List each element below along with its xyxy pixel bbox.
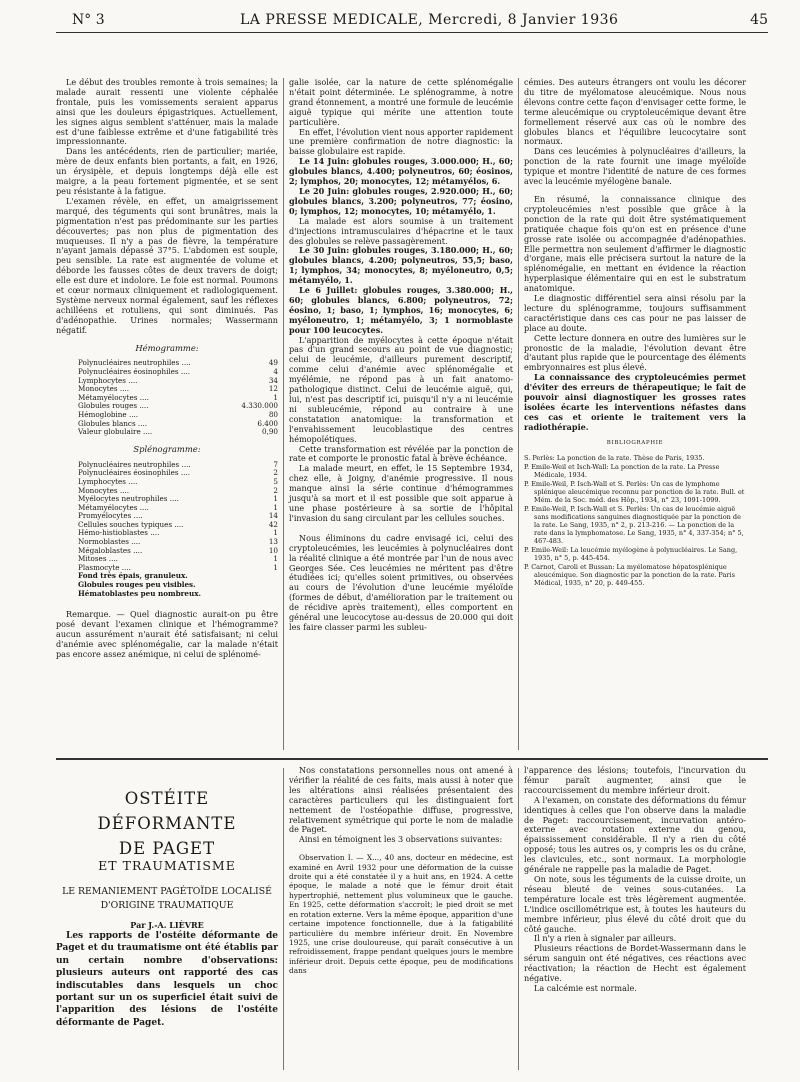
paragraph: Il n'y a rien à signaler par ailleurs.	[534, 933, 677, 944]
table-row: Valeur globulaire .... 0,90	[78, 427, 278, 437]
paragraph: Dans les antécédents, rien de particulier; mariée, mère de deux enfants bien portants, a fait, en 1926, un érysipèle, et depuis longtemps déjà elle est maigre, a la peau fortement pigmentée, et se sent peu résistante à la fatigue.	[56, 146, 278, 196]
paragraph: Les rapports de l'ostéite déformante de Paget et du traumatisme ont été établis par un certain nombre d'observations: plusieurs auteurs ont rapporté des cas indiscutables dans lesquels un choc portant sur un os superficiel était suivi de l'apparition des lésions de l'ostéite déformante de Paget.	[56, 931, 278, 1028]
article2-column-3	[524, 766, 746, 994]
paragraph: Le début des troubles remonte à trois semaines; la malade aurait ressenti une violente céphalée frontale, puis les vomissements seraient apparus ainsi que les douleurs épigastriques. Actuellement, les signes aigus semblent s'atténuer, mais la malade est d'une faiblesse extrême et d'une fatigabilité très impressionnante.	[56, 77, 278, 147]
bibliography-entry: S. Perlès: La ponction de la rate. Thèse de Paris, 1935.	[524, 453, 705, 462]
table-note: Fond très épais, granuleux.	[78, 571, 188, 581]
paragraph: Remarque. — Quel diagnostic aurait-on pu être posé devant l'examen clinique et l'hémogramme? aucun assurément n'aurait été satisfaisant; ni celui d'anémie avec splénomégalie, car la malade n'était pas encore assez anémique, ni celui de splénomé-	[56, 609, 278, 659]
bibliography-entry: P. Emile-Weil: La leucémie myélogène à polynucléaires. Le Sang, 1935, n° 5, p. 445-454.	[524, 545, 738, 562]
paragraph: A l'examen, on constate des déformations du fémur identiques à celles que l'on observe dans la maladie de Paget: raccourcissement, incurvation antéro-externe avec rotation externe du genou, épaississement considérable. Il n'y a rien du côté opposé; tous les autres os, y compris les os du crâne, les clavicules, etc., sont normaux. La morphologie générale ne rappelle pas la maladie de Paget.	[524, 794, 746, 875]
table-note: Globules rouges peu visibles.	[78, 580, 196, 590]
bibliography-entry: P. Emile-Weil, P. Isch-Wall et S. Perlès: Un cas de leucémie aiguë sans modifications sanguines diagnostiquée par la ponction de la rate. Le Sang, 1935, n° 2, p. 213-216. — La ponction de la rate dans la lymphomatose. Le Sang, 1935, n° 4, 337-354; n° 5, 467-483.	[524, 504, 744, 545]
paragraph: Le 14 Juin: globules rouges, 3.000.000; H., 60; globules blancs, 4.400; polyneutros, 60; éosinos, 2; lymphos, 20; monocytes, 12; métamyélos, 6.	[289, 156, 513, 187]
table-row: Globules rouges .... 4.330.000	[78, 401, 278, 411]
bibliography-entry: P. Emile-Weil et Isch-Wall: La ponction de la rate. La Presse Médicale, 1934.	[524, 462, 720, 479]
table-row: Plasmocyte .... 1	[78, 562, 278, 572]
table-note: Hématoblastes peu nombreux.	[78, 588, 201, 598]
paragraph: Nos constatations personnelles nous ont amené à vérifier la réalité de ces faits, mais aussi à noter que les altérations ainsi réalisées présentaient des caractères particuliers qui les distinguaient fort nettement de l'ostéopathie diffuse, progressive, relativement symétrique qui porte le nom de maladie de Paget.	[289, 765, 513, 835]
paragraph: Observation I. — X..., 40 ans, docteur en médecine, est examiné en Avril 1932 pour une déformation de la cuisse droite qui a été constatée il y a huit ans, en 1924. A cette époque, le malade a noté que le fémur droit était hypertrophié, nettement plus volumineux que le gauche. En 1925, cette déformation s'accroît; le pied droit se met en rotation externe. Vers la même époque, apparition d'une certaine impotence fonctionnelle, due à la fatigabilité particulière du membre inférieur droit. En Novembre 1925, une crise douloureuse, qui paraît consécutive à un refroidissement, frappe pendant quelques jours le membre inférieur droit. Depuis cette époque, peu de modifications dans	[289, 853, 513, 976]
article1-column-1	[56, 78, 278, 660]
paragraph: Cette lecture donnera en outre des lumières sur le pronostic de la maladie, l'évolution devant être d'autant plus rapide que le pourcentage des éléments embryonnaires est plus élevé.	[524, 332, 746, 373]
table-row: Monocytes .... 12	[78, 384, 278, 394]
paragraph: Le 20 Juin: globules rouges, 2.920.000; H., 60; globules blancs, 3.200; polyneutros, 77; éosino, 0; lymphos, 12; monocytes, 10; métamyélo, 1.	[289, 185, 513, 216]
article1-column-3	[524, 78, 746, 588]
paragraph: La connaissance des cryptoleucémies permet d'éviter des erreurs de thérapeutique; le fait de pouvoir ainsi diagnostiquer les grosses rates isolées écarte les interventions néfastes dans ces cas et oriente le traitement vers la radiothérapie.	[524, 372, 746, 432]
issue-number: N° 3	[72, 12, 105, 28]
column-divider	[518, 78, 519, 750]
bibliography-heading: BIBLIOGRAPHIE	[606, 439, 664, 446]
table-row: Polynucléaires neutrophiles .... 49	[78, 358, 278, 368]
article-author: Par J.-A. LIÈVRE	[130, 919, 204, 930]
paragraph: Plusieurs réactions de Bordet-Wassermann dans le sérum sanguin ont été négatives, ces réactions avec réactivation; la réaction de Hecht est également négative.	[524, 943, 746, 984]
table-row: Métamyélocytes .... 1	[78, 502, 278, 512]
table-row: Globules blancs .... 6.400	[78, 418, 278, 428]
paragraph: L'examen révèle, en effet, un amaigrissement marqué, des téguments qui sont brunâtres, mais la pigmentation n'est pas prédominante sur les parties découvertes; pas non plus de pigmentation des muqueuses. Il n'y a pas de fièvre, la température n'ayant jamais dépassé 37°5. L'abdomen est souple, peu sensible. La rate est augmentée de volume et déborde les fausses côtes de deux travers de doigt; elle est dure et indolore. Le foie est normal. Poumons et cœur normaux cliniquement et radiologiquement. Système nerveux normal également, sauf les réflexes achilléens et rotuliens, qui sont diminués. Pas d'adénopathie. Urines normales; Wassermann négatif.	[56, 195, 278, 335]
article2-column-2	[289, 766, 513, 976]
article-title: OSTÉITE DÉFORMANTE	[97, 789, 237, 833]
table-row: Mégaloblastes .... 10	[78, 545, 278, 555]
table-row: Promyélocytes .... 14	[78, 511, 278, 521]
hemogramme-title: Hémogramme:	[135, 342, 199, 353]
splenogramme-table	[78, 461, 278, 599]
table-row: Hémo-histioblastes .... 1	[78, 528, 278, 538]
paragraph: Dans ces leucémies à polynucléaires d'ailleurs, la ponction de la rate fournit une image myéloïde typique et montre l'identité de nature de ces formes avec la leucémie myélogène banale.	[524, 146, 746, 187]
column-divider	[518, 768, 519, 1070]
paragraph: En résumé, la connaissance clinique des cryptoleucémies n'est possible que grâce à la ponction de la rate qui doit être systématiquement pratiquée chaque fois qu'on est en présence d'une grosse rate isolée ou accompagnée d'adénopathies. Elle permettra non seulement d'affirmer le diagnostic d'organe, mais elle précisera surtout la nature de la splénomégalie, en mettant en évidence la réaction hyperplasique élémentaire qui en est le substratum anatomique.	[524, 193, 746, 294]
paragraph: l'apparence des lésions; toutefois, l'incurvation du fémur paraît augmenter, ainsi que le raccourcissement du membre inférieur droit.	[524, 765, 746, 795]
paragraph: Le 30 Juin: globules rouges, 3.180.000; H., 60; globules blancs, 4.200; polyneutros, 55,5; baso, 1; lymphos, 34; monocytes, 8; myéloneutro, 0,5; métamyélo, 1.	[289, 245, 513, 286]
article1-column-2	[289, 78, 513, 633]
hemogramme-table	[78, 359, 278, 436]
paragraph: La calcémie est normale.	[534, 982, 637, 993]
column-divider	[283, 768, 284, 1070]
paragraph: L'apparition de myélocytes à cette époque n'était pas d'un grand secours au point de vue diagnostic; celui de leucémie, d'ailleurs purement descriptif, comme celui d'anémie avec splénomégalie et myélémie, ne répond pas à un fait anatomo-pathologique distinct. Celui de leucémie aiguë, qui, lui, n'est pas descriptif ici, puisqu'il n'y a ni leucémie ni subleucémie, répond au contraire à une constatation anatomique: la transformation et l'envahissement leucoblastique des centres hémopoïétiques.	[289, 334, 513, 444]
article2-intro	[56, 930, 278, 1029]
article-subtitle: LE REMANIEMENT PAGÉTOÏDE LOCALISÉ	[62, 885, 272, 897]
bibliography-entry: P. Emile-Weil, P. Isch-Wall et S. Perlès: Un cas de lymphome splénique aleucémique reconnu par ponction de la rate. Bull. et Mém. de la Soc. méd. des Hôp., 1934, n° 23, 1091-1099.	[524, 479, 745, 504]
paragraph: Nous éliminons du cadre envisagé ici, celui des cryptoleucémies, les leucémies à polynucléaires dont la réalité clinique a été montrée par l'un de nous avec Georges Sée. Ces leucémies ne méritent pas d'être étudiées ici; qu'elles soient primitives, ou observées au cours de l'évolution d'une leucémie myéloïde (formes de début, d'amélioration par le traitement ou de récidive après traitement), elles comportent en général une leucocytose au-dessus de 20.000 qui doit les faire classer parmi les subleu-	[289, 532, 513, 632]
paragraph: Le diagnostic différentiel sera ainsi résolu par la lecture du splénogramme, toujours suffisamment caractéristique dans ces cas pour ne pas laisser de place au doute.	[524, 293, 746, 333]
paragraph: On note, sous les téguments de la cuisse droite, un réseau bleuté de veines sous-cutanées. La température locale est très légèrement augmentée. L'indice oscillométrique est, à toutes les hauteurs du membre inférieur, plus élevé du côté droit que du côté gauche.	[524, 873, 746, 934]
table-row: Lymphocytes .... 34	[78, 375, 278, 385]
splenogramme-title: Splénogramme:	[133, 443, 201, 454]
paragraph: Ainsi en témoignent les 3 observations suivantes:	[299, 834, 503, 845]
table-row: Polynucléaires neutrophiles .... 7	[78, 459, 278, 469]
paragraph: Le 6 Juillet: globules rouges, 3.380.000; H., 60; globules blancs, 6.800; polyneutros, 72; éosino, 1; baso, 1; lymphos, 16; monocytes, 6; myéloneutro, 1; métamyélo, 3; 1 normoblaste pour 100 leucocytes.	[289, 285, 513, 335]
page-number: 45	[750, 12, 768, 28]
table-row: Monocytes .... 2	[78, 485, 278, 495]
article-title: ET TRAUMATISME	[98, 858, 236, 873]
table-row: Polynucléaires éosinophiles .... 2	[78, 468, 278, 478]
paragraph: galie isolée, car la nature de cette splénomégalie n'était point déterminée. Le splénogramme, à notre grand étonnement, a montré une formule de leucémie aiguë typique qui mérite une attention toute particulière.	[289, 77, 513, 127]
table-row: Normoblastes .... 13	[78, 537, 278, 547]
table-row: Lymphocytes .... 5	[78, 476, 278, 486]
table-row: Métamyélocytes .... 1	[78, 392, 278, 402]
table-row: Myélocytes neutrophiles .... 1	[78, 494, 278, 504]
article-separator	[56, 758, 768, 760]
article-subtitle: D'ORIGINE TRAUMATIQUE	[100, 899, 234, 911]
paragraph: La malade est alors soumise à un traitement d'injections intramusculaires d'hépacrine et le taux des globules se relève passagèrement.	[289, 215, 513, 246]
table-row: Mitoses .... 1	[78, 554, 278, 564]
paragraph: Cette transformation est révélée par la ponction de rate et comporte le pronostic fatal à brève échéance.	[289, 443, 513, 464]
paragraph: cémies. Des auteurs étrangers ont voulu les décorer du titre de myélomatose aleucémique. Nous nous élevons contre cette façon d'envisager cette forme, le terme aleucémique ou cryptoleucémique devant être formellement réservé aux cas où le nombre des globules blancs et l'équilibre leucocytaire sont normaux.	[524, 77, 746, 147]
table-row: Cellules souches typiques .... 42	[78, 519, 278, 529]
table-row: Polynucléaires éosinophiles .... 4	[78, 367, 278, 377]
paragraph: La malade meurt, en effet, le 15 Septembre 1934, chez elle, à Joigny, d'anémie progressive. Il nous manque ainsi la série continue d'hémogrammes jusqu'à sa mort et il est possible que soit apparue à une phase postérieure à sa sortie de l'hôpital l'invasion du sang circulant par les cellules souches.	[289, 463, 513, 523]
header-rule	[56, 32, 768, 33]
bibliography-entry: P. Carnot, Caroli et Bussan: La myélomatose hépatosplénique aleucémique. Son diagnostic par la ponction de la rate. Paris Médical, 1935, n° 20, p. 449-455.	[524, 562, 735, 587]
table-row: Hémoglobine .... 80	[78, 410, 278, 420]
paragraph: En effet, l'évolution vient nous apporter rapidement une première confirmation de notre diagnostic: la baisse globulaire est rapide.	[289, 126, 513, 157]
article-title: DE PAGET	[118, 839, 216, 858]
journal-title: LA PRESSE MEDICALE, Mercredi, 8 Janvier 1936	[240, 12, 619, 28]
column-divider	[283, 78, 284, 750]
article2-title-block	[56, 786, 278, 931]
